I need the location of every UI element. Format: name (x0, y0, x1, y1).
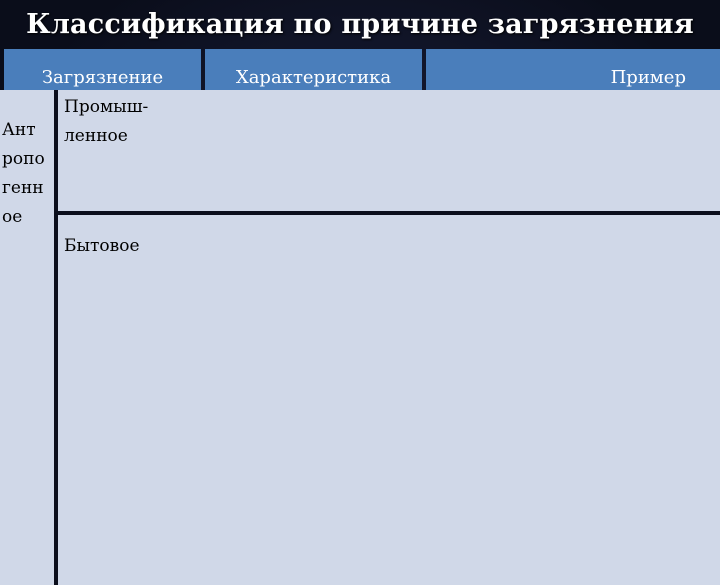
anthropogenic-subtable (0, 90, 720, 585)
header-example: Пример (426, 49, 720, 105)
industrial-label-line: Промыш- (64, 97, 149, 117)
anthropogenic-label-line: ое (2, 207, 23, 227)
anthropogenic-label-line: ропо (2, 149, 45, 169)
anthropogenic-cell (2, 97, 201, 536)
industrial-label (58, 90, 720, 215)
industrial-label-line: ленное (64, 126, 128, 146)
table-row-anthropogenic (4, 314, 720, 536)
anthropogenic-label-line: генн (2, 178, 44, 198)
household-label: Бытовое (58, 215, 720, 585)
header-characteristic: Характеристика (205, 49, 422, 105)
header-pollution: Загрязнение (4, 49, 201, 105)
anthropogenic-label (0, 90, 58, 585)
classification-table (0, 45, 720, 540)
slide-title: Классификация по причине загрязнения (26, 9, 694, 40)
anthropogenic-label-line: Ант (2, 120, 36, 140)
